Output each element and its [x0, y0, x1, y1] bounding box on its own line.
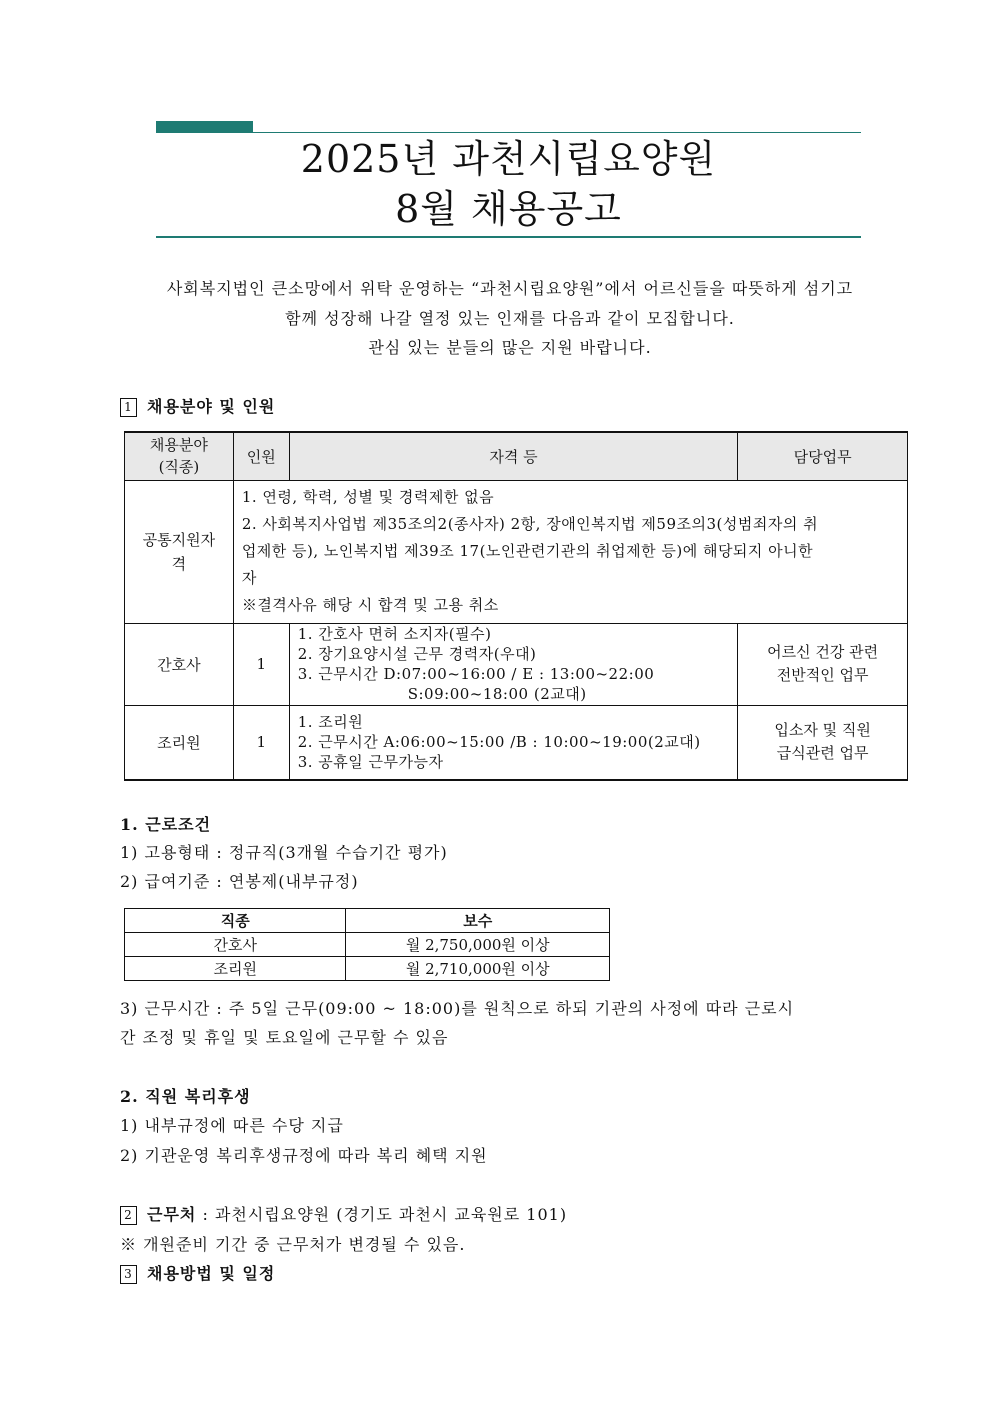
cook-count: 1: [233, 705, 289, 780]
hours-line2: 간 조정 및 휴일 및 토요일에 근무할 수 있음: [120, 1028, 449, 1047]
hours-line1: 3) 근무시간 : 주 5일 근무(09:00 ~ 18:00)를 원칙으로 하되 기관의 사정에 따라 근로시: [120, 999, 795, 1018]
cook-qualification: 1. 조리원 2. 근무시간 A:06:00~15:00 /B : 10:00~19:00(2교대) 3. 공휴일 근무가능자: [289, 705, 738, 780]
pay-table-header: [125, 909, 610, 933]
workplace-address: : 과천시립요양원 (경기도 과천시 교육원로 101): [196, 1205, 568, 1224]
intro-line2: 함께 성장해 나갈 열정 있는 인재를 다음과 같이 모집합니다.: [285, 309, 735, 328]
section1-title: 채용분야 및 인원: [147, 397, 276, 416]
employment-type: 1) 고용형태 : 정규직(3개월 수습기간 평가): [120, 843, 448, 862]
section3-number: 3: [120, 1265, 137, 1284]
table-row-cook: [125, 705, 908, 780]
section2-heading: [120, 1204, 567, 1226]
intro-line1: 사회복지법인 큰소망에서 위탁 운영하는 “과천시립요양원”에서 어르신들을 따뜻하게 섬기고: [166, 279, 854, 298]
pay-header-pay: 보수: [346, 909, 610, 933]
pay-amount: 월 2,710,000원 이상: [346, 957, 610, 981]
section3-heading: [120, 1263, 275, 1285]
pay-job: 조리원: [125, 957, 346, 981]
table-row-common: [125, 480, 908, 623]
pay-amount: 월 2,750,000원 이상: [346, 933, 610, 957]
section3-title: 채용방법 및 일정: [147, 1264, 276, 1283]
nurse-count: 1: [233, 623, 289, 705]
header-count: 인원: [233, 432, 289, 480]
cook-duty: 입소자 및 직원 급식관련 업무: [738, 705, 908, 780]
intro-line3: 관심 있는 분들의 많은 지원 바랍니다.: [368, 338, 652, 357]
welfare-line1: 1) 내부규정에 따른 수당 지급: [120, 1116, 344, 1135]
cook-field: 조리원: [125, 705, 234, 780]
page-title-line1: 2025년 과천시립요양원: [300, 137, 717, 181]
pay-header-job: 직종: [125, 909, 346, 933]
welfare-heading: 2. 직원 복리후생: [120, 1087, 251, 1106]
nurse-qualification: 1. 간호사 면허 소지자(필수) 2. 장기요양시설 근무 경력자(우대) 3. 근무시간 D:07:00~16:00 / E : 13:00~22:00 S:09:00~18:00 (2교대): [289, 623, 738, 705]
title-top-rule: [156, 132, 861, 133]
section1-number: 1: [120, 398, 137, 417]
page-title-line2: 8월 채용공고: [395, 187, 622, 231]
conditions-heading: 1. 근로조건: [120, 815, 212, 834]
title-bottom-rule: [156, 236, 861, 238]
header-field: 채용분야 (직종): [125, 432, 234, 480]
header-qualification: 자격 등: [289, 432, 738, 480]
header-duty: 담당업무: [738, 432, 908, 480]
table-row: [125, 957, 610, 981]
section2-number: 2: [120, 1206, 137, 1225]
workplace-note: ※ 개원준비 기간 중 근무처가 변경될 수 있음.: [120, 1235, 466, 1254]
welfare-line2: 2) 기관운영 복리후생규정에 따라 복리 혜택 지원: [120, 1146, 488, 1165]
table-row-nurse: [125, 623, 908, 705]
section1-heading: [120, 396, 275, 418]
recruit-table: [124, 431, 908, 781]
section2-title: 근무처: [147, 1205, 197, 1224]
pay-job: 간호사: [125, 933, 346, 957]
nurse-field: 간호사: [125, 623, 234, 705]
pay-table: [124, 908, 610, 981]
salary-basis: 2) 급여기준 : 연봉제(내부규정): [120, 872, 359, 891]
table-row: [125, 933, 610, 957]
common-qualification: 1. 연령, 학력, 성별 및 경력제한 없음 2. 사회복지사업법 제35조의2(종사자) 2항, 장애인복지법 제59조의3(성범죄자의 취 업제한 등), 노인복지법 제39조 17(노인관련기관의 취업제한 등)에 해당되지 아니한 자 ※결격사유 해당 시 합격 및 고용 취소: [233, 480, 907, 623]
recruit-table-header: [125, 432, 908, 480]
common-field: 공통지원자 격: [125, 480, 234, 623]
nurse-duty: 어르신 건강 관련 전반적인 업무: [738, 623, 908, 705]
